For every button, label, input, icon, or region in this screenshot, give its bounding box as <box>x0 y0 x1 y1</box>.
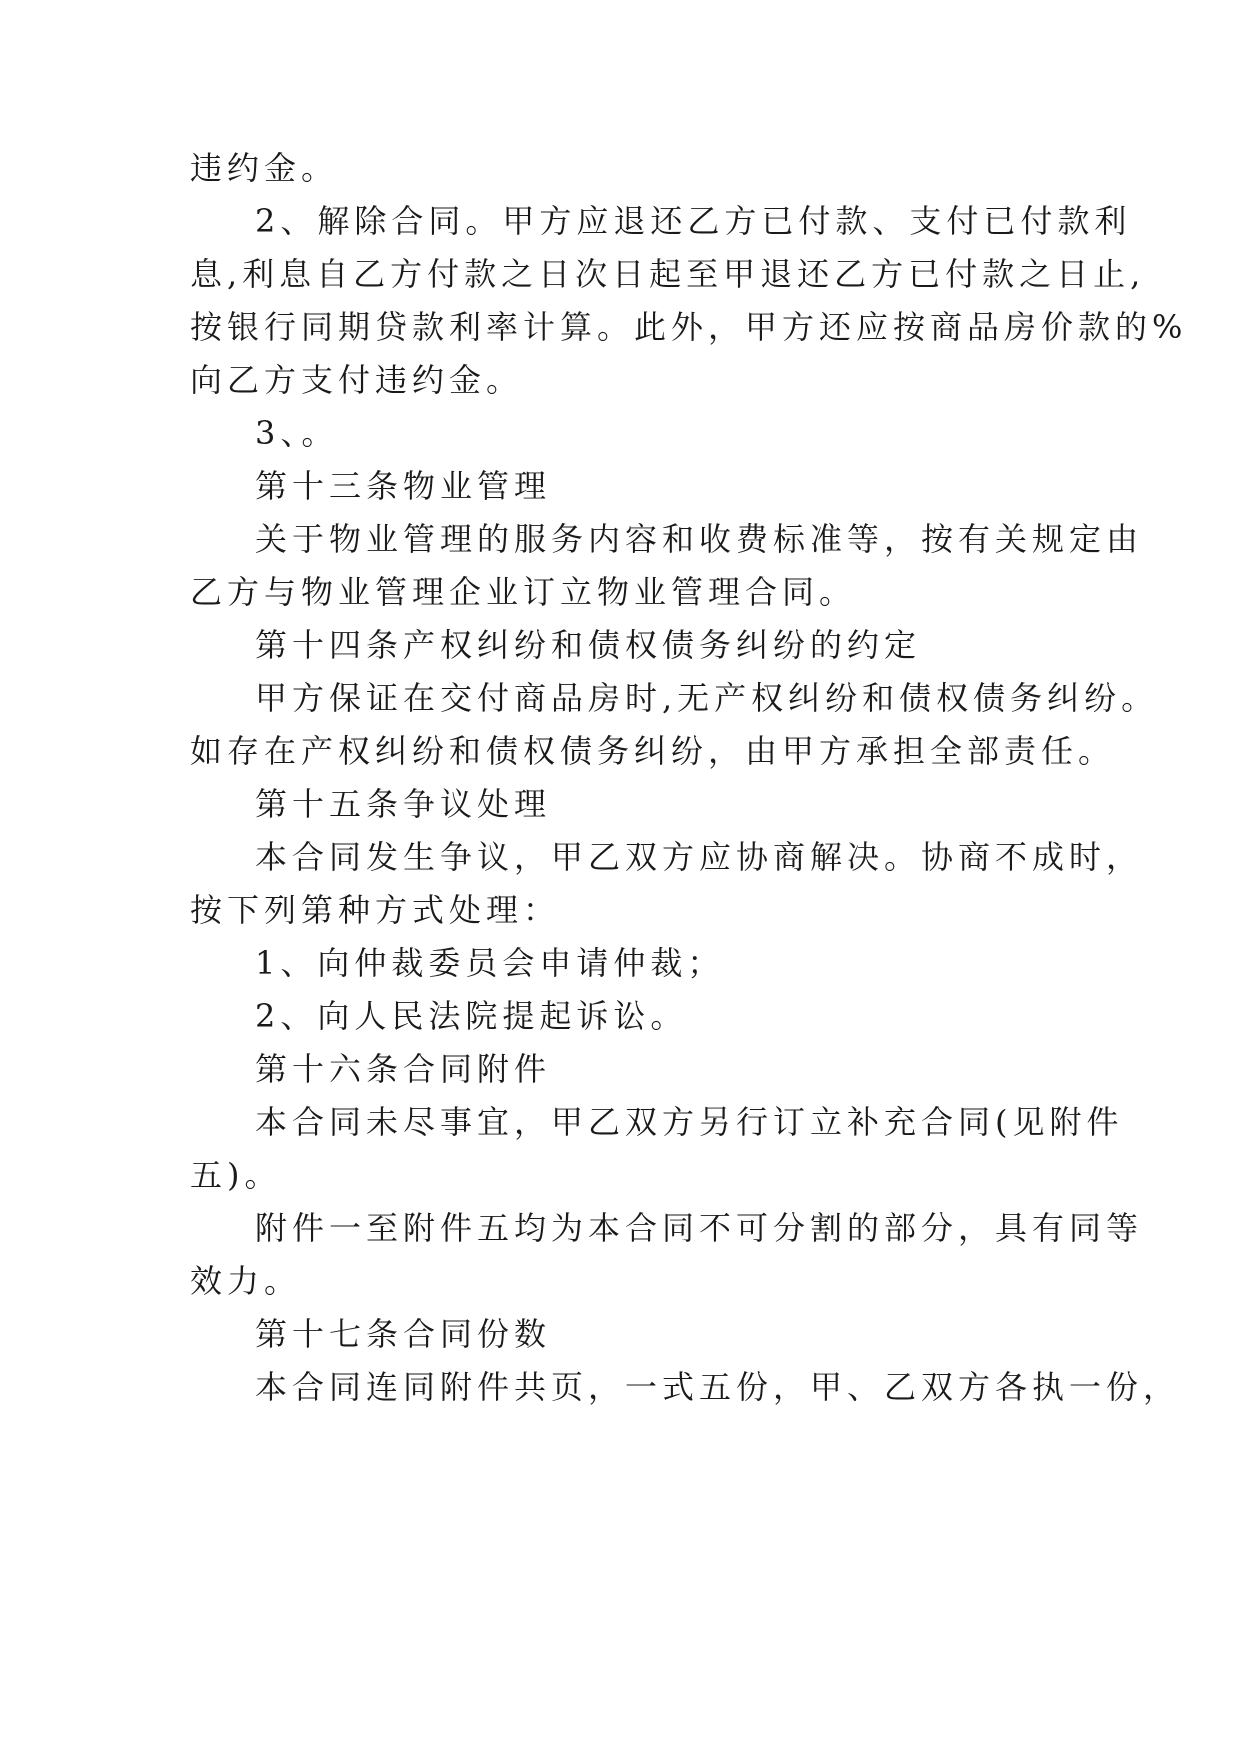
text-line-8: 关于物业管理的服务内容和收费标准等，按有关规定由 <box>255 520 1144 558</box>
text-line-21: 附件一至附件五均为本合同不可分割的部分，具有同等 <box>255 1209 1144 1247</box>
text-line-11: 甲方保证在交付商品房时,无产权纠纷和债权债务纠纷。 <box>255 679 1159 717</box>
text-line-3: 息,利息自乙方付款之日次日起至甲退还乙方已付款之日止, <box>190 255 1146 293</box>
text-line-5: 向乙方支付违约金。 <box>190 361 524 399</box>
text-line-6: 3、。 <box>255 414 339 452</box>
text-line-17: 2、向人民法院提起诉讼。 <box>255 997 688 1035</box>
text-line-20: 五)。 <box>190 1156 282 1194</box>
section-heading-13: 第十三条物业管理 <box>255 467 552 505</box>
section-heading-17: 第十七条合同份数 <box>255 1315 552 1353</box>
text-line-16: 1、向仲裁委员会申请仲裁； <box>255 944 725 982</box>
section-heading-15: 第十五条争议处理 <box>255 785 552 823</box>
text-line-4: 按银行同期贷款利率计算。此外，甲方还应按商品房价款的% <box>190 308 1188 346</box>
text-line-12: 如存在产权纠纷和债权债务纠纷，由甲方承担全部责任。 <box>190 732 1116 770</box>
text-line-22: 效力。 <box>190 1262 302 1300</box>
text-line-19: 本合同未尽事宜，甲乙双方另行订立补充合同(见附件 <box>255 1103 1124 1141</box>
section-heading-14: 第十四条产权纠纷和债权债务纠纷的约定 <box>255 626 922 664</box>
section-heading-16: 第十六条合同附件 <box>255 1050 552 1088</box>
text-line-15: 按下列第种方式处理： <box>190 891 561 929</box>
text-line-14: 本合同发生争议，甲乙双方应协商解决。协商不成时， <box>255 838 1144 876</box>
text-line-24: 本合同连同附件共页，一式五份，甲、乙双方各执一份， <box>255 1368 1181 1406</box>
text-line-9: 乙方与物业管理企业订立物业管理合同。 <box>190 573 857 611</box>
text-line-1: 违约金。 <box>190 149 339 187</box>
text-line-2: 2、解除合同。甲方应退还乙方已付款、支付已付款利 <box>255 202 1132 240</box>
